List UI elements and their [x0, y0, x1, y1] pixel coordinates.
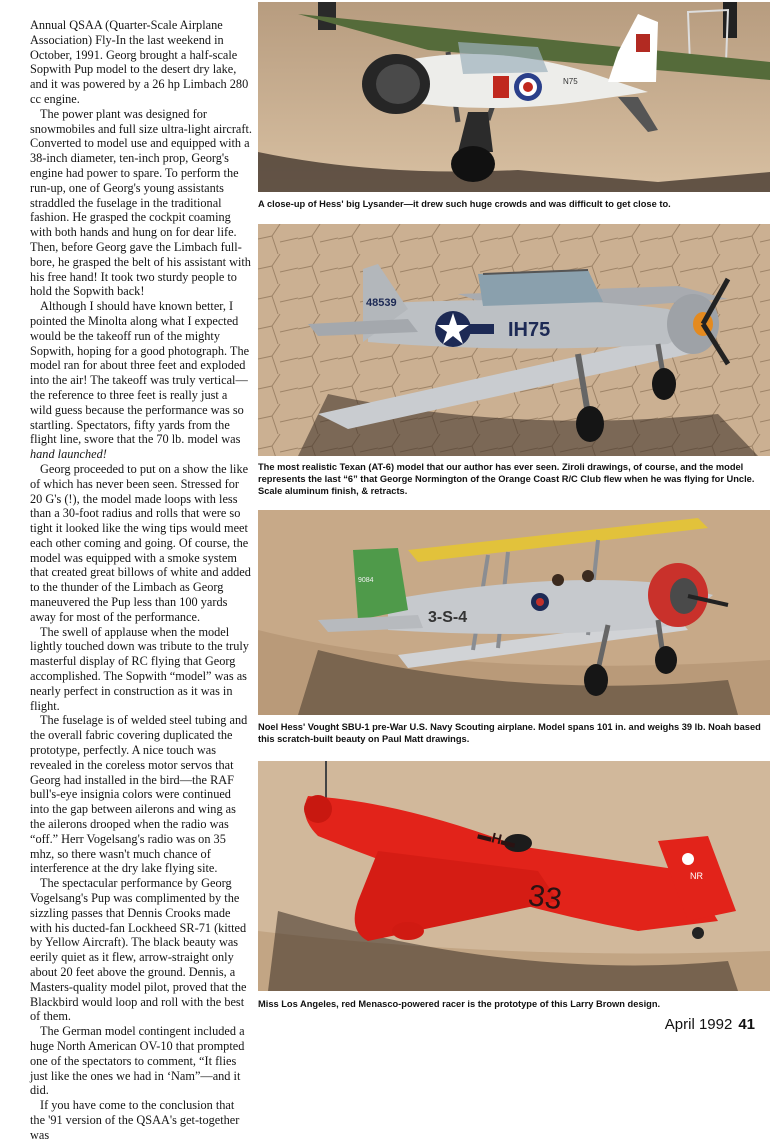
page-number: 41	[738, 1016, 755, 1033]
article-paragraph-9: If you have come to the conclusion that the '91 version of the QSAA's get-together was	[30, 1098, 240, 1142]
article-column	[30, 18, 252, 1143]
article-paragraph-6: The fuselage is of welded steel tubing and the overall fabric covering duplicated the prototype, perfectly. A nice touch was revealed in the coreless motor servos that Georg had installed in the bird—the RAF bull's-eye insignia colors were continued into the gap between ailerons and wing as the ailerons drooped when the radio was “off.” Herr Vogelsang's radio was on 35 mhz, so there wasn't much chance of interference at the dry lake flying site.	[30, 713, 248, 876]
article-paragraph-3-text: Although I should have known better, I pointed the Minolta along what I expected would be the takeoff run of the mighty Sopwith, hoping for a good photograph. The model ran for about three feet and exploded into the air! The takeoff was truly vertical—the reference to three feet is really just a wild guess because the performance was so startling. Spectators, fifty yards from the flight line, swore that the 70 lb. model was	[30, 299, 250, 447]
article-paragraph-8: The German model contingent included a huge North American OV-10 that prompted one of the spectators to comment, “It flies just like the ones we had in ‘Nam”—and it did.	[30, 1024, 245, 1098]
caption-vought: Noel Hess' Vought SBU-1 pre-War U.S. Navy Scouting airplane. Model spans 101 in. and weighs 39 lb. Noah based this scratch-built beauty on Paul Matt drawings.	[258, 722, 761, 744]
texan-fuselage-code: IH75	[508, 319, 551, 341]
issue-date: April 1992	[664, 1016, 733, 1033]
lysander-markings: N75	[563, 77, 578, 86]
racer-tail-text: NR	[690, 871, 703, 881]
article-paragraph-1: Annual QSAA (Quarter-Scale Airplane Association) Fly-In the last weekend in October, 1991. Georg brought a half-scale Sopwith Pup model to the desert dry lake, and it was powered by a 26 hp Limbach 280 cc engine.	[30, 18, 249, 106]
article-paragraph-4: Georg proceeded to put on a show the like of which has never been seen. Stressed for 20 G's (!), the model made loops with less than a 30-foot radius and rolls that were so tight it looked like the wing tips would meet each other coming and going. Of course, the model was equipped with a smoke system that created great billows of white and added to the thunder of the Limbach as Georg maneuvered the Pup less than 100 yards away for most of the performance.	[30, 461, 251, 624]
page-folio	[665, 1016, 755, 1033]
texan-tail-number: 48539	[366, 297, 397, 309]
article-paragraph-5: The swell of applause when the model lightly touched down was tribute to the truly masterful display of RC flying that Georg accomplished. The Sopwith “model” was as nearly perfect in construction as it was in flight.	[30, 624, 249, 713]
photo-racer	[258, 761, 770, 991]
article-paragraph-7: The spectacular performance by Georg Vogelsang's Pup was complimented by the sizzling passes that Dennis Crooks made with his ducted-fan Lockheed SR-71 (kitted by Yellow Aircraft). The black beauty was eerily quiet as it flew, arrow-straight only about 20 feet above the ground. Dennis, a Masters-quality model pilot, proved that the Blackbird would loop and roll with the best of them.	[30, 876, 247, 1024]
vought-tail-text: 9084	[358, 577, 374, 584]
texan-illustration	[258, 224, 770, 456]
article-paragraph-3	[30, 299, 252, 462]
racer-number: 33	[526, 879, 564, 917]
photo-lysander	[258, 2, 770, 192]
photo-vought	[258, 510, 770, 715]
caption-lysander: A close-up of Hess' big Lysander—it drew such huge crowds and was difficult to get close to.	[258, 199, 671, 209]
vought-fuselage-code: 3-S-4	[428, 609, 468, 626]
svg-text:▬H▬: ▬H▬	[476, 825, 518, 851]
caption-texan: The most realistic Texan (AT-6) model that our author has ever seen. Ziroli drawings, of course, and the model represents the last “6” that George Normington of the Orange Coast R/C Club flew when he was flying for Uncle. Scale aluminum finish, & retracts.	[258, 462, 755, 496]
caption-racer: Miss Los Angeles, red Menasco-powered racer is the prototype of this Larry Brown design.	[258, 999, 661, 1009]
lysander-illustration	[258, 2, 770, 192]
photo-texan	[258, 224, 770, 456]
racer-illustration	[258, 761, 770, 991]
vought-illustration	[258, 510, 770, 715]
article-paragraph-2: The power plant was designed for snowmobiles and full size ultra-light aircraft. Converted to model use and equipped with a 38-inch diameter, ten-inch prop, Georg's engine had power to spare. To perform the run-up, one of Georg's young assistants straddled the fuselage in the traditional fashion. He grasped the cockpit coaming with both hands and hung on for dear life. Then, before Georg gave the Limbach full-bore, he grasped the belt of his assistant with his free hand! It took two sturdy people to hold the Sopwith back!	[30, 106, 252, 299]
article-paragraph-3-italic: hand launched!	[30, 447, 107, 462]
